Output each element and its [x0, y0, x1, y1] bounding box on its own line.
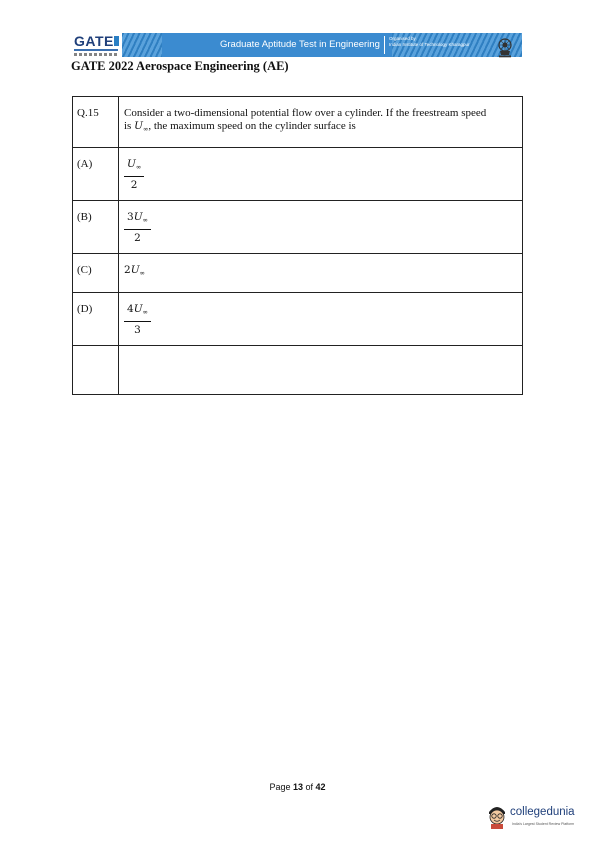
empty-row: [73, 346, 523, 395]
page-number: Page 13 of 42: [269, 782, 326, 792]
question-row: [73, 97, 523, 148]
organizer-text: Organised by Indian Institute of Technology Kharagpur: [389, 36, 470, 47]
option-row-c: [73, 254, 523, 293]
fraction: $\frac{U_\infty}{2}$: [124, 158, 144, 192]
fraction: $\frac{3U_\infty}{2}$: [124, 211, 151, 245]
option-label: (B): [73, 201, 119, 254]
collegedunia-logo: [486, 803, 592, 831]
question-table: [72, 96, 523, 395]
option-c-value: $2U_\infty$: [119, 254, 523, 293]
exam-title: GATE 2022 Aerospace Engineering (AE): [71, 59, 289, 73]
brand-tagline: India's Largest Student Review Platform: [512, 822, 575, 826]
question-number: Q.15: [73, 97, 119, 148]
option-row-a: [73, 148, 523, 201]
iit-emblem-icon: [496, 38, 514, 58]
option-label: (D): [73, 293, 119, 346]
header-banner: [122, 33, 522, 57]
option-label: (A): [73, 148, 119, 201]
option-label: (C): [73, 254, 119, 293]
question-text: Consider a two-dimensional potential flow over a cylinder. If the freestream speed is $U_\infty$, the maximum speed on the cylinder surface is: [119, 97, 523, 148]
fraction: $\frac{4U_\infty}{3}$: [124, 303, 151, 337]
option-b-value: [119, 201, 523, 254]
brand-name: collegedunia: [510, 806, 575, 818]
option-d-value: [119, 293, 523, 346]
option-a-value: [119, 148, 523, 201]
option-row-b: [73, 201, 523, 254]
option-row-d: [73, 293, 523, 346]
banner-title: Graduate Aptitude Test in Engineering: [220, 39, 380, 50]
gate-logo-text: GATE: [74, 33, 114, 49]
header: [72, 32, 522, 60]
gate-logo: [72, 32, 120, 60]
student-mascot-icon: [486, 803, 508, 829]
